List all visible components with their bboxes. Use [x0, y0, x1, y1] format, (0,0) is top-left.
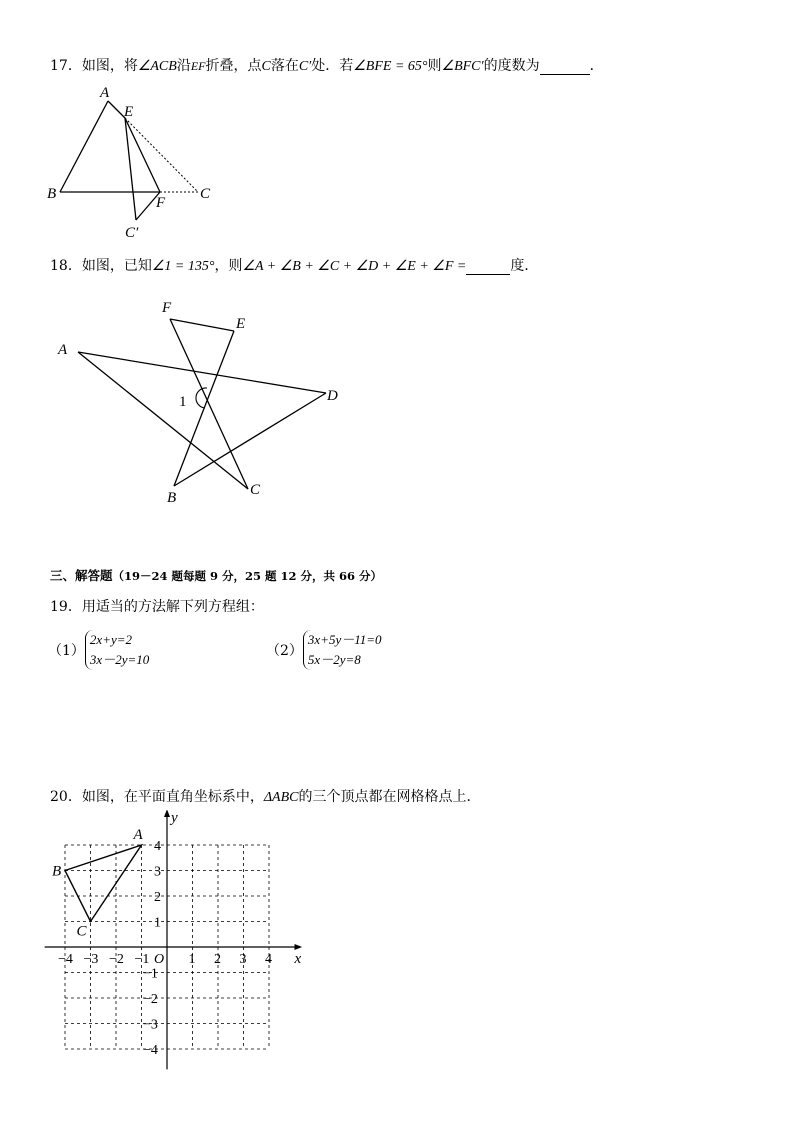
q17-seg-ae — [108, 101, 125, 118]
q20-part-b: 的三个顶点都在网格格点上． — [298, 789, 481, 805]
q18-part-b: ，则 — [214, 258, 243, 274]
q17-dashed-ec — [125, 118, 198, 192]
q18-label-a: A — [58, 342, 68, 358]
y-tick-label: 4 — [154, 839, 161, 854]
q18-seg-fe — [170, 319, 234, 331]
q17-part-a: 如图，将 — [81, 58, 138, 74]
vertex-b-label: B — [52, 863, 62, 880]
q17-end: ． — [589, 58, 604, 74]
q17-part-d: 落在 — [270, 58, 299, 74]
q17-given: ∠BFE = 65° — [353, 59, 428, 74]
origin-label: O — [154, 952, 165, 967]
q19-part1-label: （1） — [48, 643, 85, 659]
q18-given: ∠1 = 135° — [151, 259, 215, 274]
q17-seg-ec-prime — [125, 118, 136, 220]
q17-part-b: 沿 — [176, 58, 191, 74]
x-tick-label: 2 — [214, 952, 221, 967]
q18-figure — [50, 290, 350, 520]
q17-label-a: A — [100, 85, 110, 101]
x-axis-arrow — [295, 944, 303, 950]
q18-seg-ad — [78, 352, 326, 393]
q18-seg-bd — [174, 393, 326, 486]
y-axis-arrow — [164, 810, 170, 817]
q19-instruction: 用适当的方法解下列方程组： — [81, 599, 264, 615]
q17-part-c: 折叠，点 — [205, 58, 262, 74]
q18-label-f: F — [162, 300, 172, 316]
q18-number: 18． — [50, 258, 82, 274]
x-tick-label: −3 — [83, 952, 99, 967]
x-tick-label: −2 — [109, 952, 124, 967]
q17-c: C — [261, 59, 271, 74]
x-tick-label: −1 — [134, 952, 150, 967]
x-tick-label: 4 — [265, 952, 272, 967]
q18-label-c: C — [250, 482, 261, 498]
q17-part-g: 的度数为 — [483, 58, 540, 74]
q17-label-c: C — [200, 186, 211, 202]
section-heading — [50, 566, 382, 584]
q20-number: 20． — [50, 789, 82, 805]
q17-seg-ab — [60, 101, 108, 192]
q18-label-d: D — [327, 388, 338, 404]
q19-number: 19． — [50, 599, 82, 615]
q19-text — [50, 596, 264, 616]
y-tick-label: −2 — [143, 992, 158, 1007]
y-tick-label: 3 — [154, 864, 161, 880]
q18-text — [50, 255, 538, 275]
q19-part1-system — [85, 630, 149, 670]
q17-angle-acb: ∠ACB — [137, 59, 177, 74]
q17-ef: EF — [190, 59, 206, 73]
q17-label-cprime: C′ — [125, 225, 139, 241]
y-axis-label: y — [171, 810, 178, 827]
y-tick-label: −3 — [143, 1017, 158, 1033]
y-tick-label: 2 — [154, 890, 161, 905]
q18-label-b: B — [167, 490, 177, 506]
q17-label-b: B — [47, 186, 57, 202]
q18-end: 度． — [510, 258, 539, 274]
q18-label-1: 1 — [179, 394, 187, 410]
q17-answer-blank[interactable] — [540, 60, 590, 75]
x-tick-label: 3 — [239, 952, 247, 967]
q18-seg-ac — [78, 352, 248, 489]
q20-coordinate-grid — [40, 810, 310, 1075]
q19-part2 — [266, 630, 382, 670]
x-axis-label: x — [294, 951, 302, 967]
triangle-abc — [65, 845, 142, 922]
x-tick-label: −4 — [58, 952, 73, 967]
q19-part1-eq2: 3x－2y=10 — [89, 652, 150, 667]
q19-part2-system — [303, 630, 382, 670]
q19-part1-eq1: 2x+y=2 — [89, 632, 133, 647]
q17-seg-ef — [125, 118, 160, 192]
q20-text — [50, 786, 481, 806]
y-tick-label: −1 — [143, 966, 158, 982]
q20-part-a: 如图，在平面直角坐标系中， — [81, 789, 264, 805]
q18-expr: ∠A + ∠B + ∠C + ∠D + ∠E + ∠F = — [242, 259, 467, 274]
q19-part2-eq1: 3x+5y－11=0 — [307, 632, 382, 647]
vertex-c-label: C — [76, 923, 87, 940]
q17-figure — [40, 80, 230, 245]
vertex-a-label: A — [133, 827, 143, 843]
q18-part-a: 如图，已知 — [81, 258, 152, 274]
y-tick-label: 1 — [154, 915, 161, 931]
q17-part-e: 处．若 — [311, 58, 354, 74]
q18-label-e: E — [236, 316, 246, 332]
q17-label-e: E — [124, 104, 134, 120]
section-note: （19－24 题每题 9 分，25 题 12 分，共 66 分） — [112, 569, 383, 583]
q17-part-f: 则 — [427, 58, 442, 74]
section-title: 三、解答题 — [50, 568, 113, 583]
q17-label-f: F — [156, 195, 166, 211]
x-tick-label: 1 — [188, 952, 196, 967]
q19-part1 — [48, 630, 149, 670]
q17-cprime: C′ — [298, 59, 312, 74]
q17-number: 17． — [50, 58, 82, 74]
q19-part2-eq2: 5x－2y=8 — [307, 652, 361, 667]
q17-target: ∠BFC′ — [441, 59, 484, 74]
q20-triangle: ΔABC — [263, 790, 299, 805]
q18-answer-blank[interactable] — [466, 260, 510, 275]
q17-text — [50, 55, 604, 75]
y-tick-label: −4 — [143, 1043, 158, 1058]
q19-part2-label: （2） — [266, 643, 303, 659]
